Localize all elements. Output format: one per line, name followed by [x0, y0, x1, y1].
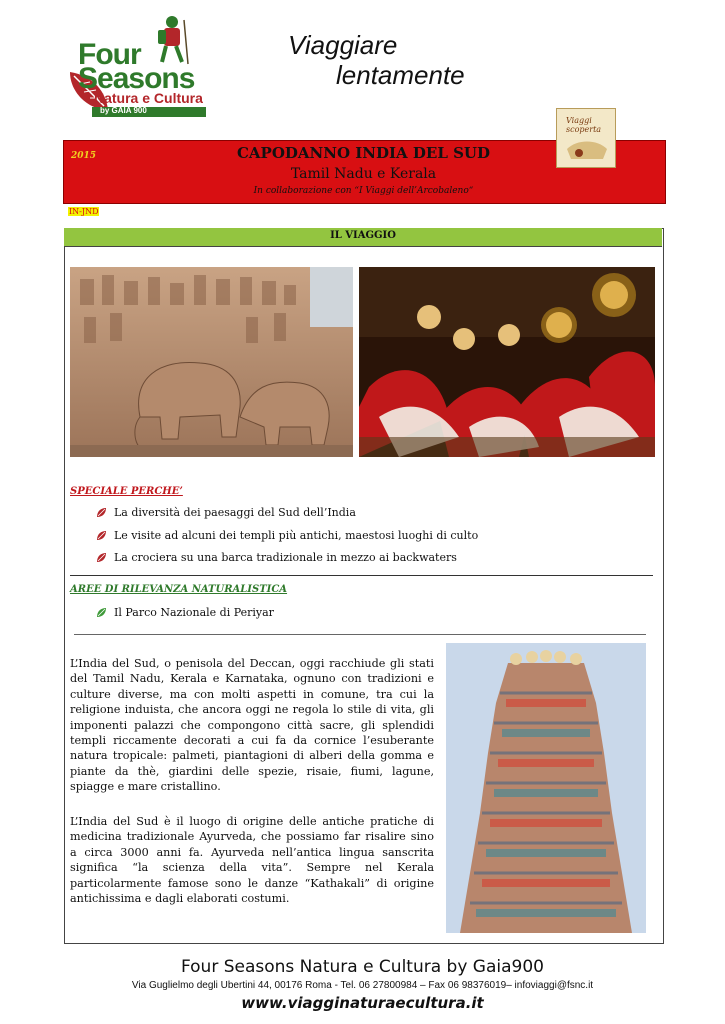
- logo-text-natura: Natura e Cultura: [94, 90, 203, 106]
- leaf-bullet-icon: [96, 552, 107, 563]
- logo-text-seasons: Seasons: [78, 62, 195, 95]
- list-item-text: Le visite ad alcuni dei templi più antichi, maestosi luoghi di culto: [114, 529, 479, 542]
- elephant-relief-image: [70, 267, 353, 457]
- stamp-text: Viaggi scoperta: [566, 116, 602, 134]
- leaf-bullet-icon: [96, 607, 107, 618]
- paragraph-intro: L’India del Sud, o penisola del Deccan, oggi racchiude gli stati del Tamil Nadu, Kerala e Karnataka, ognuno con tradizioni e culture diverse, ma con molti aspetti in comune, tra cui la religione induista, che ancora oggi ne regola lo stile di vita, gli imponenti palazzi che compongono città sacre, gli splendidi templi riccamente decorati a cui fa da cornice l’esuberante natura tropicale: palmeti, piantagioni di alberi della gomma e piante da thè, giardini delle spezie, risaie, fiumi, lagune, spiagge e mare cristallino.: [70, 657, 434, 794]
- temple-gopuram-image: [446, 643, 646, 933]
- speciale-heading: SPECIALE PERCHE’: [70, 486, 183, 497]
- trip-subtitle: Tamil Nadu e Kerala: [290, 166, 437, 182]
- footer-address: Via Guglielmo degli Ubertini 44, 00176 Roma - Tel. 06 27800984 – Fax 06 98376019– infoviaggi@fsnc.it: [131, 980, 594, 991]
- divider: [70, 575, 653, 576]
- collaboration-note: In collaborazione con “I Viaggi dell’Arcobaleno“: [253, 186, 474, 196]
- footer-website-link[interactable]: www.viagginaturaecultura.it: [241, 994, 484, 1012]
- footer-company: Four Seasons Natura e Cultura by Gaia900: [180, 957, 544, 977]
- header-year: 2015: [71, 151, 97, 161]
- list-item-text: La diversità dei paesaggi del Sud dell’India: [114, 506, 356, 519]
- trip-title: CAPODANNO INDIA DEL SUD: [236, 144, 491, 162]
- list-item-text: Il Parco Nazionale di Periyar: [114, 606, 274, 619]
- list-item-text: La crociera su una barca tradizionale in mezzo ai backwaters: [114, 551, 457, 564]
- aree-heading: AREE DI RILEVANZA NATURALISTICA: [70, 584, 288, 595]
- kathakali-dancers-image: [359, 267, 655, 457]
- leaf-bullet-icon: [96, 507, 107, 518]
- leaf-bullet-icon: [96, 530, 107, 541]
- tagline-line2: lentamente: [336, 60, 465, 90]
- logo-text-by: by GAIA 900: [100, 106, 147, 115]
- logo-text-four: Four: [78, 38, 141, 71]
- section-title: IL VIAGGIO: [330, 230, 396, 241]
- tagline-line1: Viaggiare: [288, 30, 398, 60]
- trip-code: IN-JND: [69, 207, 99, 216]
- paragraph-ayurveda: L’India del Sud è il luogo di origine delle antiche pratiche di medicina tradizionale Ayurveda, che possiamo far risalire sino a circa 3000 anni fa. Ayurveda nell’antica lingua sanscrita significa “la scienza della vita”. Sempre nel Kerala particolarmente famose sono le danze “Kathakali” di origine antichissima e dagli elaborati costumi.: [70, 815, 434, 906]
- divider: [74, 634, 646, 635]
